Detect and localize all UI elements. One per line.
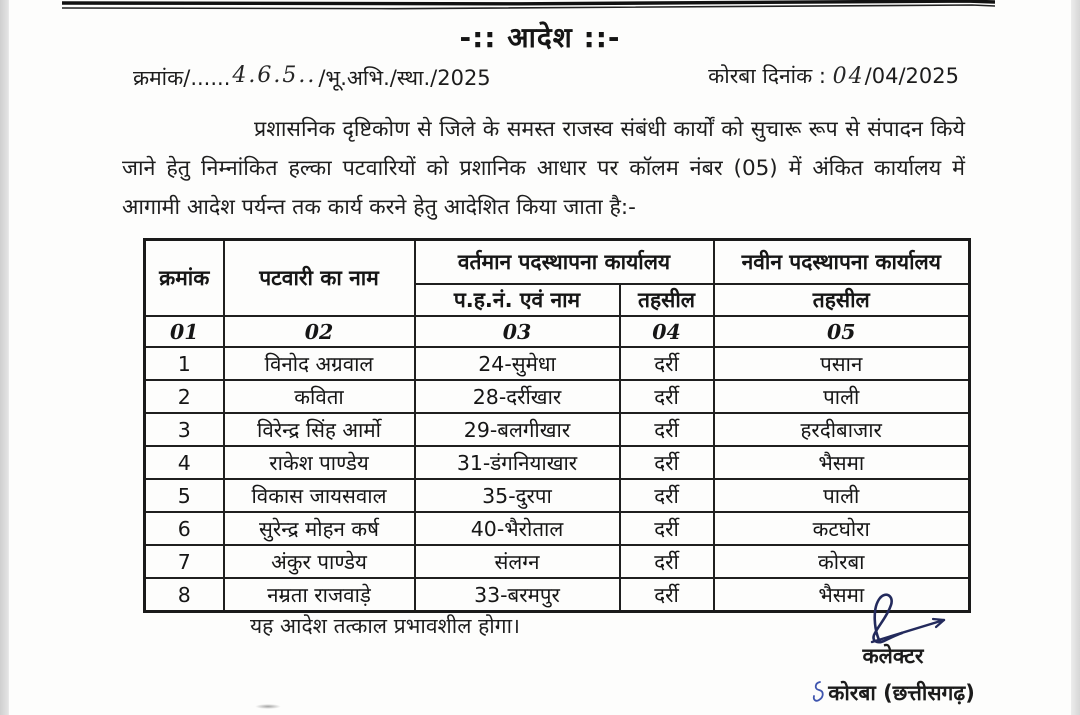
table-row (145, 545, 970, 578)
cell-new-tehsil: भैसमा (714, 578, 970, 612)
scan-edge-right (1071, 0, 1080, 715)
cell-serial: 4 (145, 446, 224, 479)
cell-phn: 29-बलगीखार (415, 413, 620, 446)
date-printed: /04/2025 (864, 64, 959, 88)
cell-phn: 24-सुमेधा (415, 347, 620, 380)
cell-phn: 40-भैरोताल (415, 512, 620, 545)
cell-tehsil: दर्री (620, 413, 714, 446)
cell-tehsil: दर्री (620, 545, 714, 578)
table-row (145, 479, 970, 512)
document-title: -:: आदेश ::- (459, 21, 621, 54)
table-row (145, 512, 970, 545)
order-body-paragraph: प्रशासनिक दृष्टिकोण से जिले के समस्त राजस्व संबंधी कार्यों को सुचारू रूप से संपादन किये जाने हेतु निम्नांकित हल्का पटवारियों को प्रशानिक आधार पर कॉलम नंबर (05) में अंकित कार्यालय में आगामी आदेश पर्यन्त तक कार्य करने हेतु आदेशित किया जाता है:- (122, 117, 965, 220)
cell-tehsil: दर्री (620, 578, 714, 612)
closing-statement: यह आदेश तत्काल प्रभावशील होगा। (250, 614, 520, 638)
table-row (145, 413, 970, 446)
cell-name: अंकुर पाण्डेय (224, 545, 415, 578)
cell-name: विकास जायसवाल (224, 479, 415, 512)
cell-new-tehsil: कटघोरा (714, 512, 970, 545)
cell-serial: 2 (145, 380, 224, 413)
cell-serial: 3 (145, 413, 224, 446)
stamp-initial-squiggle (811, 680, 827, 704)
header-current-office: वर्तमान पदस्थापना कार्यालय (415, 240, 714, 285)
scan-smudge (255, 704, 281, 709)
header-current-tehsil: तहसील (620, 284, 714, 316)
header-new-tehsil: तहसील (714, 284, 970, 316)
column-number-row (145, 316, 970, 347)
header-phn-name: प.ह.नं. एवं नाम (415, 284, 620, 316)
cell-new-tehsil: पसान (714, 347, 970, 380)
cell-name: नम्रता राजवाड़े (224, 578, 415, 612)
cell-new-tehsil: पाली (714, 479, 970, 512)
date-handwritten: 04 (832, 64, 865, 89)
table-header-row-1 (145, 240, 970, 285)
cell-serial: 6 (145, 512, 224, 545)
place-and-date (708, 62, 959, 90)
cell-new-tehsil: हरदीबाजार (714, 413, 970, 446)
cell-name: कविता (224, 380, 415, 413)
column-number: 01 (145, 316, 224, 347)
cell-name: विनोद अग्रवाल (224, 347, 415, 380)
signatory-place (788, 679, 998, 707)
column-number: 04 (620, 316, 714, 347)
cell-phn: 35-दुरपा (415, 479, 620, 512)
cell-new-tehsil: कोरबा (714, 545, 970, 578)
reference-number-handwritten: 4.6.5.. (232, 63, 317, 88)
cell-serial: 8 (145, 578, 224, 612)
cell-serial: 7 (145, 545, 224, 578)
header-new-office: नवीन पदस्थापना कार्यालय (714, 240, 970, 285)
cell-serial: 1 (145, 347, 224, 380)
cell-tehsil: दर्री (620, 347, 714, 380)
cell-phn: संलग्न (415, 545, 620, 578)
place-date-label: कोरबा दिनांक : (708, 64, 826, 88)
cell-phn: 33-बरमपुर (415, 578, 620, 612)
column-number: 03 (415, 316, 620, 347)
table-row (145, 380, 970, 413)
cell-phn: 28-दर्रीखार (415, 380, 620, 413)
cell-serial: 5 (145, 479, 224, 512)
cell-new-tehsil: पाली (714, 380, 970, 413)
column-number: 05 (714, 316, 970, 347)
cell-name: राकेश पाण्डेय (224, 446, 415, 479)
column-number: 02 (224, 316, 415, 347)
table-row (145, 446, 970, 479)
cell-name: विरेन्द्र सिंह आर्मो (224, 413, 415, 446)
cell-phn: 31-डंगनियाखार (415, 446, 620, 479)
signature-block (788, 592, 998, 707)
letterhead-divider-line (62, 0, 995, 12)
scan-edge-left (0, 0, 9, 715)
reference-number (133, 64, 491, 92)
reference-suffix: /भू.अभि./स्था./2025 (318, 66, 491, 90)
signatory-title: कलेक्टर (862, 644, 924, 668)
header-patwari-name: पटवारी का नाम (224, 240, 415, 317)
signature-mark (828, 592, 958, 648)
cell-new-tehsil: भैसमा (714, 446, 970, 479)
cell-tehsil: दर्री (620, 446, 714, 479)
transfer-order-table (143, 238, 971, 613)
cell-tehsil: दर्री (620, 380, 714, 413)
table-row (145, 347, 970, 380)
reference-prefix: क्रमांक/...... (133, 66, 231, 90)
cell-tehsil: दर्री (620, 479, 714, 512)
header-serial: क्रमांक (145, 240, 224, 317)
signatory-place-text: कोरबा (छत्तीसगढ़) (828, 681, 975, 705)
cell-tehsil: दर्री (620, 512, 714, 545)
cell-name: सुरेन्द्र मोहन कर्ष (224, 512, 415, 545)
